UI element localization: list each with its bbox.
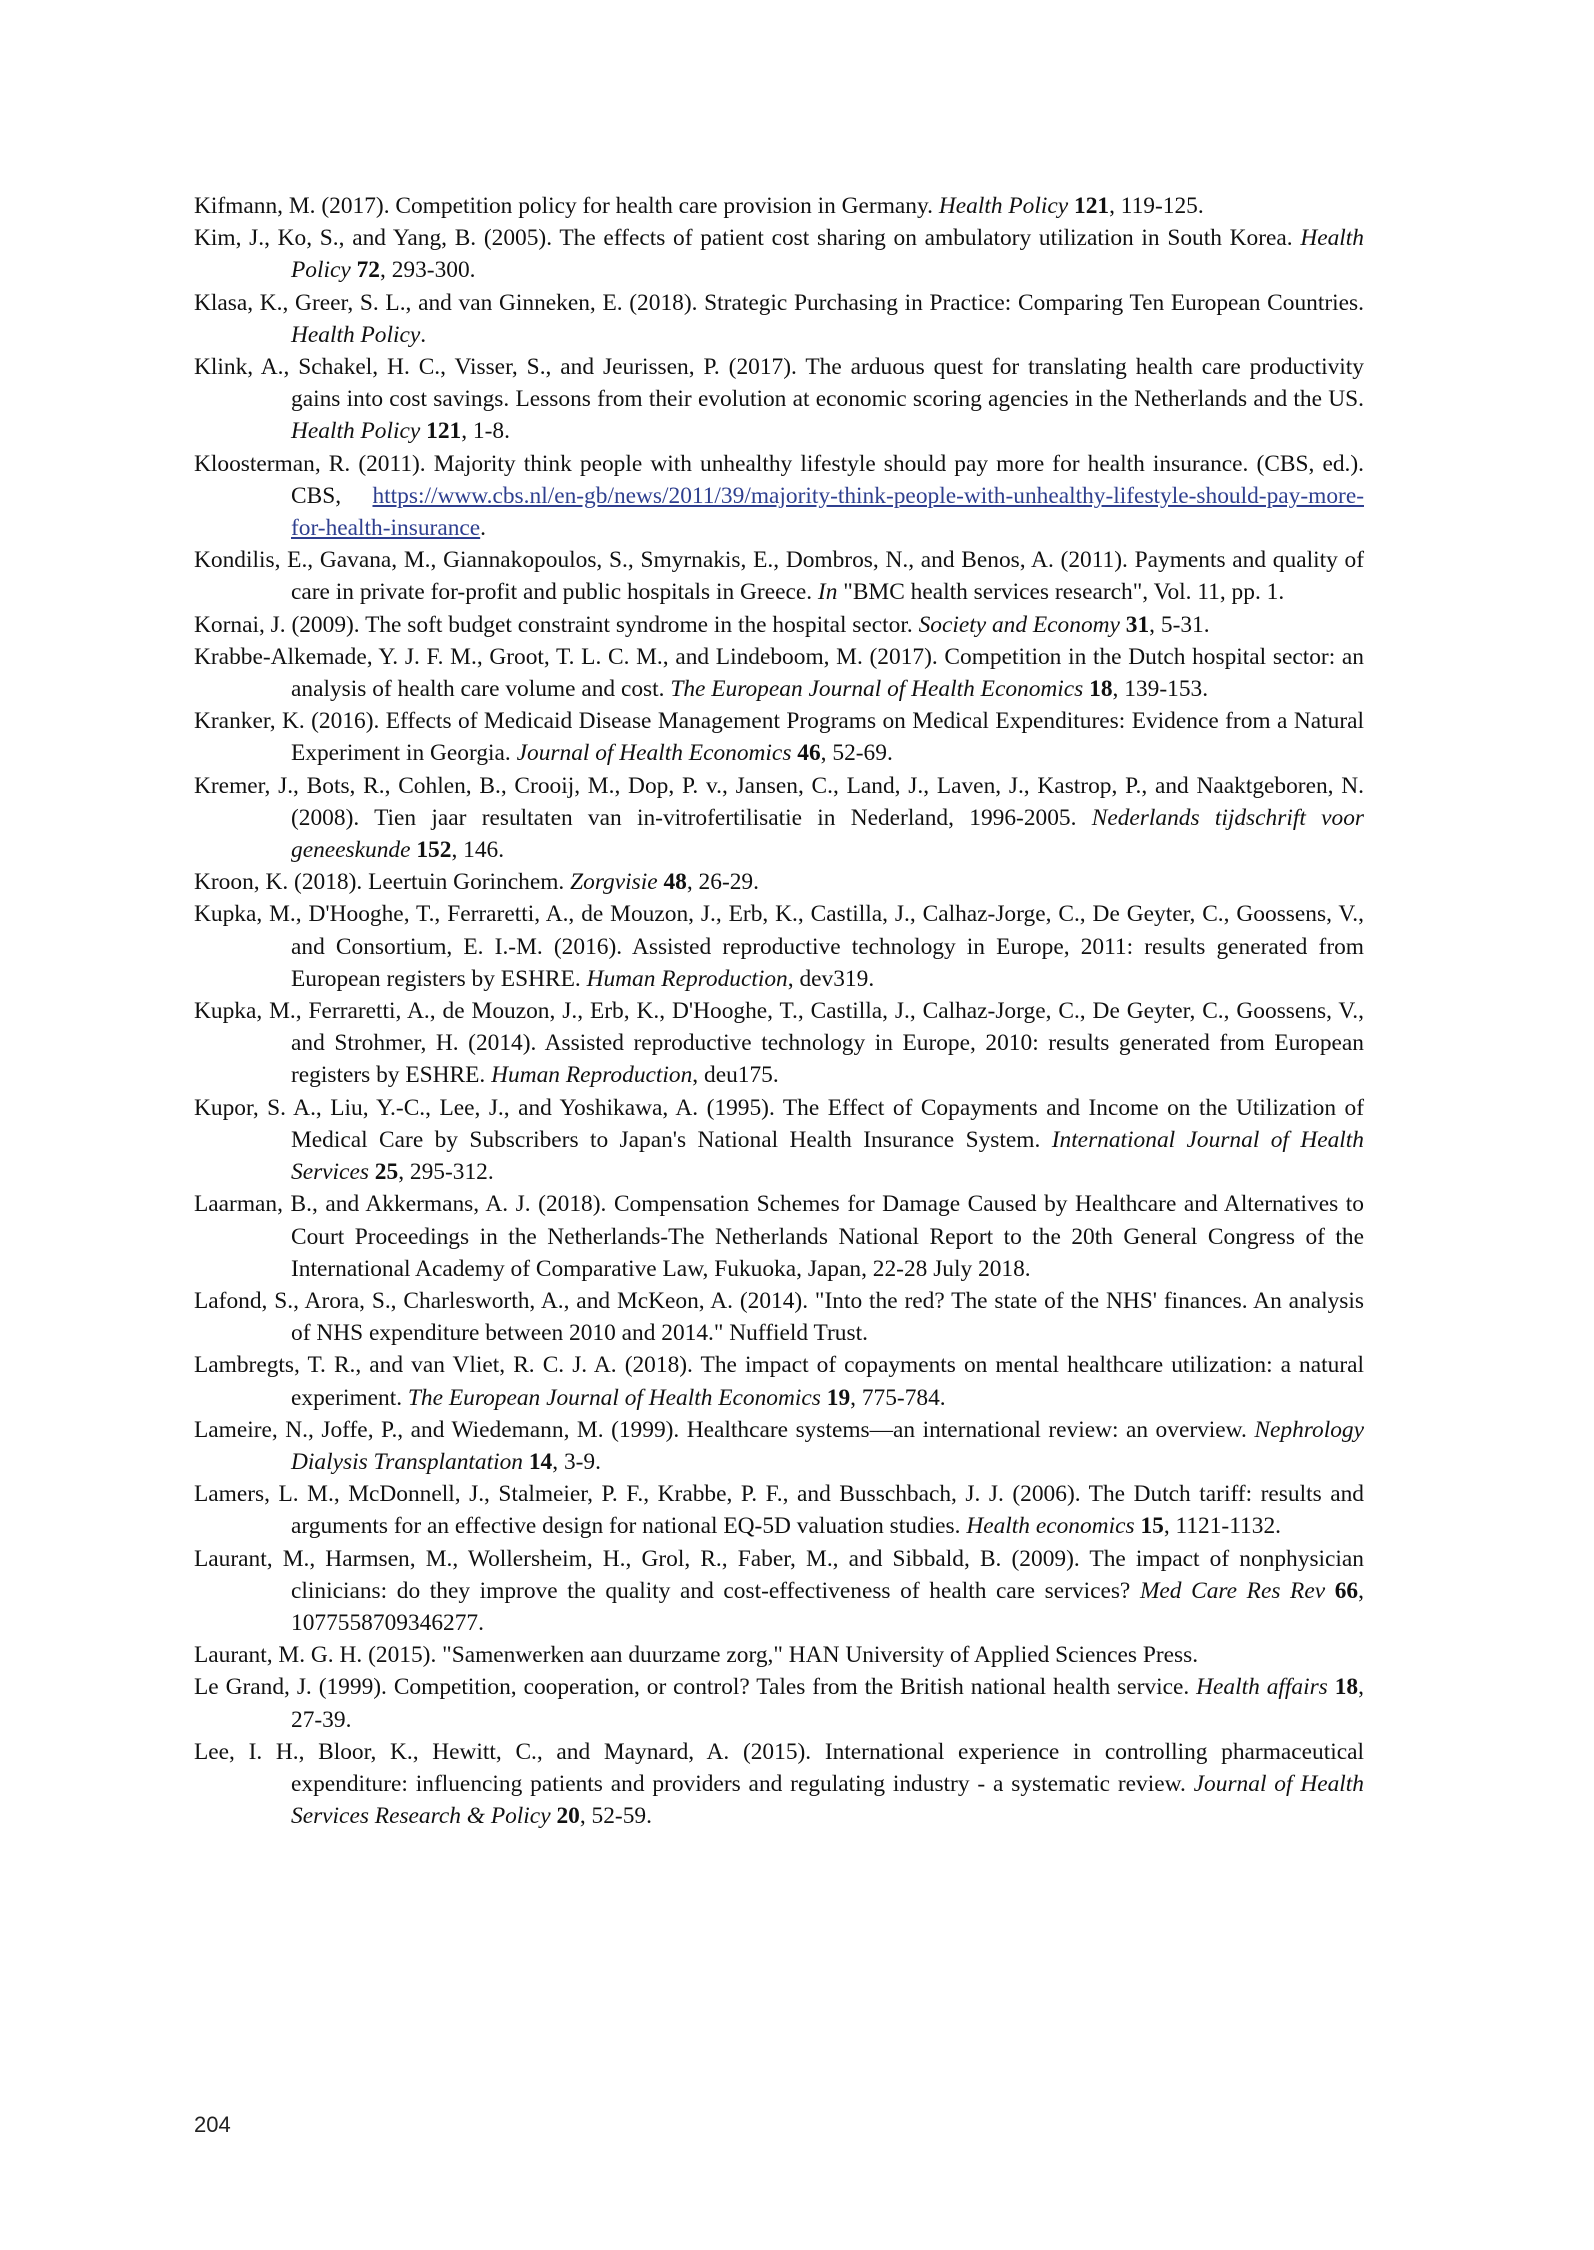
reference-url-link[interactable]: https://www.cbs.nl/en-gb/news/2011/39/majority-think-people-with-unhealthy-lifestyle-should-pay-more-for-health-insurance xyxy=(291,482,1364,542)
reference-text: Kroon, K. (2018). Leertuin Gorinchem. xyxy=(194,869,571,896)
reference-text: Kim, J., Ko, S., and Yang, B. (2005). The effects of patient cost sharing on ambulatory utilization in South Korea. xyxy=(194,225,1301,252)
reference-journal: Nederlands tijdschrift voor geneeskunde xyxy=(291,804,1364,864)
reference-entry xyxy=(194,641,1364,705)
reference-volume: 121 xyxy=(426,418,462,445)
reference-pages: , 1121-1132. xyxy=(1163,1513,1281,1540)
reference-volume: 15 xyxy=(1140,1513,1164,1540)
reference-entry xyxy=(194,1671,1364,1735)
reference-entry xyxy=(194,1188,1364,1285)
reference-entry xyxy=(194,1478,1364,1542)
reference-pages: , 1-8. xyxy=(461,418,510,445)
reference-volume: 72 xyxy=(356,257,380,284)
reference-pages: , 26-29. xyxy=(686,869,759,896)
reference-journal: Med Care Res Rev xyxy=(1139,1577,1326,1604)
reference-journal: Human Reproduction xyxy=(491,1062,693,1089)
reference-journal: Health affairs xyxy=(1196,1674,1328,1701)
page-number: 204 xyxy=(194,2112,231,2137)
reference-entry xyxy=(194,222,1364,286)
reference-volume: 14 xyxy=(528,1448,553,1475)
reference-pages: , 3-9. xyxy=(552,1448,601,1475)
reference-pages: , 119-125. xyxy=(1109,193,1204,219)
reference-text: Kornai, J. (2009). The soft budget constraint syndrome in the hospital sector. xyxy=(194,611,919,638)
reference-journal: Nephrology Dialysis Transplantation xyxy=(291,1416,1364,1475)
reference-pages: , 52-69. xyxy=(820,740,893,767)
reference-text: Kloosterman, R. (2011). Majority think people with unhealthy lifestyle should pay more for health insurance. (CBS, ed.). CBS, xyxy=(194,450,1364,509)
reference-text: Kifmann, M. (2017). Competition policy for health care provision in Germany. xyxy=(194,193,939,219)
reference-pages: , 146. xyxy=(451,837,505,864)
reference-entry xyxy=(194,1543,1364,1640)
reference-journal: In xyxy=(817,579,838,606)
reference-text: Kupka, M., Ferraretti, A., de Mouzon, J., Erb, K., D'Hooghe, T., Castilla, J., Calhaz-Jorge, C., De Geyter, C., Goossens, V., and Strohmer, H. (2014). Assisted reproductive technology in Europe, 2010: results generated from European registers by ESHRE. xyxy=(194,998,1364,1089)
reference-journal: Society and Economy xyxy=(918,611,1120,638)
reference-text: Laarman, B., and Akkermans, A. J. (2018). Compensation Schemes for Damage Caused by Healthcare and Alternatives to Court Proceedings in the Netherlands-The Netherlands National Report to the 20th General Congress of the International Academy of Comparative Law, Fukuoka, Japan, 22-28 July 2018. xyxy=(194,1191,1364,1282)
reference-entry xyxy=(194,1092,1364,1189)
reference-text: Klasa, K., Greer, S. L., and van Ginneken, E. (2018). Strategic Purchasing in Practice: Comparing Ten European Countries. xyxy=(194,289,1364,316)
reference-pages: . xyxy=(480,515,487,542)
reference-volume: 48 xyxy=(663,869,687,896)
reference-text: Le Grand, J. (1999). Competition, cooperation, or control? Tales from the British national health service. xyxy=(194,1674,1197,1701)
reference-entry xyxy=(194,705,1364,769)
reference-list xyxy=(194,190,1364,1832)
reference-journal: International Journal of Health Services xyxy=(291,1126,1364,1186)
reference-volume: 152 xyxy=(416,837,452,864)
reference-text: Krabbe-Alkemade, Y. J. F. M., Groot, T. L. C. M., and Lindeboom, M. (2017). Competition in the Dutch hospital sector: an analysis of health care volume and cost. xyxy=(194,643,1364,703)
reference-entry xyxy=(194,995,1364,1092)
reference-entry xyxy=(194,1736,1364,1833)
reference-entry xyxy=(194,1414,1364,1478)
reference-pages: , 52-59. xyxy=(579,1803,652,1830)
reference-entry xyxy=(194,190,1364,222)
reference-entry xyxy=(194,609,1364,641)
reference-pages: , 1077558709346277. xyxy=(291,1577,1364,1636)
reference-journal: Health Policy xyxy=(938,193,1069,219)
reference-pages: , 27-39. xyxy=(291,1674,1364,1733)
reference-entry xyxy=(194,866,1364,898)
reference-journal: Health Policy xyxy=(291,418,421,445)
reference-journal: The European Journal of Health Economics xyxy=(670,676,1084,703)
reference-journal: Health Policy xyxy=(291,225,1364,284)
reference-text: Lamers, L. M., McDonnell, J., Stalmeier, P. F., Krabbe, P. F., and Busschbach, J. J. (2006). The Dutch tariff: results and arguments for an effective design for national EQ-5D valuation studies. xyxy=(194,1481,1364,1540)
reference-volume: 31 xyxy=(1125,611,1150,638)
reference-text: Kranker, K. (2016). Effects of Medicaid Disease Management Programs on Medical Expenditures: Evidence from a Natural Experiment in Georgia. xyxy=(194,708,1364,767)
reference-journal: Journal of Health Services Research & Policy xyxy=(291,1770,1364,1830)
reference-entry xyxy=(194,544,1364,608)
reference-entry xyxy=(194,1349,1364,1413)
reference-volume: 18 xyxy=(1334,1674,1359,1701)
reference-entry xyxy=(194,1285,1364,1349)
reference-entry xyxy=(194,351,1364,448)
reference-text: Laurant, M. G. H. (2015). "Samenwerken aan duurzame zorg," HAN University of Applied Sciences Press. xyxy=(194,1642,1199,1669)
reference-text: Lambregts, T. R., and van Vliet, R. C. J. A. (2018). The impact of copayments on mental healthcare utilization: a natural experiment. xyxy=(194,1352,1364,1411)
reference-pages: , 775-784. xyxy=(850,1384,946,1411)
reference-volume: 19 xyxy=(826,1384,851,1411)
reference-pages: "BMC health services research", Vol. 11, pp. 1. xyxy=(837,579,1285,606)
reference-pages: , 295-312. xyxy=(398,1159,494,1186)
reference-pages: , 5-31. xyxy=(1149,611,1210,638)
reference-text: Klink, A., Schakel, H. C., Visser, S., and Jeurissen, P. (2017). The arduous quest for translating health care productivity gains into cost savings. Lessons from their evolution at economic scoring agencies in the Netherlands and the US. xyxy=(194,354,1364,413)
reference-entry xyxy=(194,448,1364,545)
reference-text: Lameire, N., Joffe, P., and Wiedemann, M. (1999). Healthcare systems—an international review: an overview. xyxy=(194,1416,1255,1443)
reference-volume: 46 xyxy=(797,740,821,767)
reference-text: Laurant, M., Harmsen, M., Wollersheim, H., Grol, R., Faber, M., and Sibbald, B. (2009). The impact of nonphysician clinicians: do they improve the quality and cost-effectiveness of health care services? xyxy=(194,1545,1364,1604)
reference-pages: , 139-153. xyxy=(1112,676,1209,703)
reference-journal: Journal of Health Economics xyxy=(516,740,792,767)
reference-text: Kondilis, E., Gavana, M., Giannakopoulos, S., Smyrnakis, E., Dombros, N., and Benos, A. (2011). Payments and quality of care in private for-profit and public hospitals in Greece. xyxy=(194,547,1364,606)
reference-volume: 20 xyxy=(556,1803,580,1830)
reference-entry xyxy=(194,1639,1364,1671)
reference-pages: , deu175. xyxy=(692,1062,779,1089)
reference-journal: Health Policy xyxy=(291,321,421,348)
reference-volume: 18 xyxy=(1089,676,1113,703)
reference-pages: , 293-300. xyxy=(380,257,476,284)
reference-text: Kupor, S. A., Liu, Y.-C., Lee, J., and Yoshikawa, A. (1995). The Effect of Copayments and Income on the Utilization of Medical Care by Subscribers to Japan's National Health Insurance System. xyxy=(194,1094,1364,1153)
reference-entry xyxy=(194,770,1364,867)
reference-text: Kremer, J., Bots, R., Cohlen, B., Crooij, M., Dop, P. v., Jansen, C., Land, J., Laven, J., Kastrop, P., and Naaktgeboren, N. (2008). Tien jaar resultaten van in-vitrofertilisatie in Nederland, 1996-2005. xyxy=(194,772,1364,831)
reference-volume: 25 xyxy=(374,1159,399,1186)
reference-volume: 121 xyxy=(1074,193,1110,219)
reference-journal: The European Journal of Health Economics xyxy=(407,1384,821,1411)
reference-entry xyxy=(194,287,1364,351)
reference-journal: Human Reproduction xyxy=(586,965,788,992)
reference-text: Lafond, S., Arora, S., Charlesworth, A., and McKeon, A. (2014). "Into the red? The state of the NHS' finances. An analysis of NHS expenditure between 2010 and 2014." Nuffield Trust. xyxy=(194,1287,1364,1347)
reference-pages: . xyxy=(420,321,427,348)
reference-journal: Health economics xyxy=(966,1513,1135,1540)
reference-entry xyxy=(194,898,1364,995)
reference-pages: , dev319. xyxy=(787,965,875,992)
reference-journal: Zorgvisie xyxy=(570,869,658,896)
reference-text: Lee, I. H., Bloor, K., Hewitt, C., and Maynard, A. (2015). International experience in controlling pharmaceutical expenditure: influencing patients and providers and regulating industry - a systematic review. xyxy=(194,1738,1364,1797)
reference-text: Kupka, M., D'Hooghe, T., Ferraretti, A., de Mouzon, J., Erb, K., Castilla, J., Calhaz-Jorge, C., De Geyter, C., Goossens, V., and Consortium, E. I.-M. (2016). Assisted reproductive technology in Europe, 2011: results generated from European registers by ESHRE. xyxy=(194,901,1364,992)
reference-volume: 66 xyxy=(1334,1577,1359,1604)
